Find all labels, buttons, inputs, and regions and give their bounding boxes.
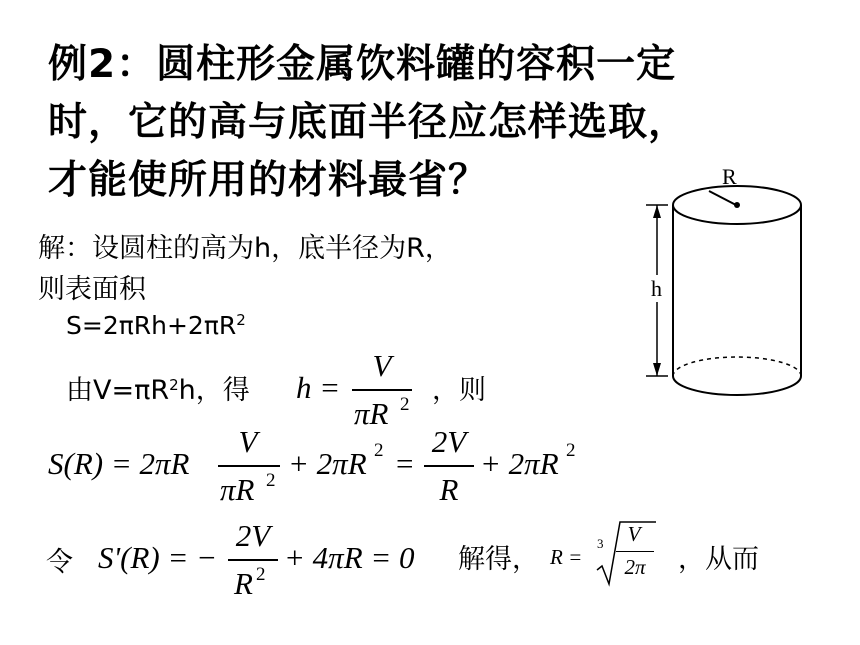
surface-eq-den1: πR [220, 472, 255, 507]
surface-eq-bar2 [424, 465, 474, 467]
given-prefix: 由V=πR [66, 375, 170, 406]
radius-eq-lhs: R = [550, 545, 583, 569]
given-suffix: h，得 [178, 375, 250, 406]
cylinder-bottom-back-arc [673, 357, 801, 376]
deriv-eq-rhs: + 4πR = 0 [284, 540, 415, 575]
surface-eq-equals: = [396, 446, 414, 481]
height-arrow-up [653, 205, 661, 218]
deriv-eq-lhs: S'(R) = − [98, 540, 218, 575]
surface-eq-bar1 [218, 465, 280, 467]
cylinder-figure [630, 160, 820, 400]
thus-text: ，从而 [678, 544, 759, 575]
surface-area-formula [66, 311, 246, 340]
solution-line-2: 则表面积 [38, 274, 146, 305]
height-eq-denominator-exponent: 2 [400, 394, 410, 415]
radius-label: R [722, 164, 737, 189]
surface-eq-den1-exponent: 2 [266, 470, 276, 491]
solution-line-1: 解：设圆柱的高为h，底半径为R， [38, 233, 452, 264]
surface-area-text: S=2πRh+2πR [66, 311, 237, 340]
surface-eq-den2: R [439, 472, 459, 507]
title-line-1: 例2：圆柱形金属饮料罐的容积一定 [48, 42, 677, 87]
surface-area-exponent: 2 [236, 311, 246, 329]
surface-eq-mid: + 2πR [288, 446, 367, 481]
radius-eq-fraction-bar [616, 551, 654, 552]
cylinder-bottom-front-arc [673, 376, 801, 395]
deriv-eq-fraction-bar [228, 559, 278, 561]
center-dot [734, 202, 740, 208]
then-text: ，则 [432, 375, 486, 406]
surface-eq-num2: 2V [431, 424, 467, 459]
height-label: h [651, 276, 662, 301]
surface-eq-mid-exponent: 2 [374, 440, 384, 461]
height-eq-denominator: πR [354, 396, 389, 431]
radius-eq-numerator: V [627, 522, 641, 546]
surface-eq-lhs: S(R) = 2πR [48, 446, 190, 481]
height-arrow-down [653, 363, 661, 376]
deriv-eq-denominator: R [234, 566, 253, 601]
deriv-eq-denominator-exponent: 2 [256, 564, 266, 585]
height-eq-lhs: h = [296, 370, 341, 405]
title-line-2: 时，它的高与底面半径应怎样选取， [48, 100, 689, 145]
height-eq-fraction-bar [352, 389, 412, 391]
deriv-eq-numerator: 2V [235, 518, 271, 553]
surface-eq-num1: V [238, 424, 258, 459]
let-text: 令 [46, 547, 73, 578]
given-exponent: 2 [169, 376, 179, 394]
radius-eq-root-index: 3 [597, 536, 604, 551]
surface-eq-tail-exponent: 2 [566, 440, 576, 461]
given-volume-text [66, 368, 250, 407]
surface-eq-tail: + 2πR [480, 446, 559, 481]
radius-eq-denominator: 2π [624, 555, 646, 579]
solve-text: 解得， [458, 544, 539, 575]
radius-line [709, 191, 736, 205]
title-line-3: 才能使所用的材料最省？ [48, 158, 489, 203]
height-eq-numerator: V [372, 348, 392, 383]
